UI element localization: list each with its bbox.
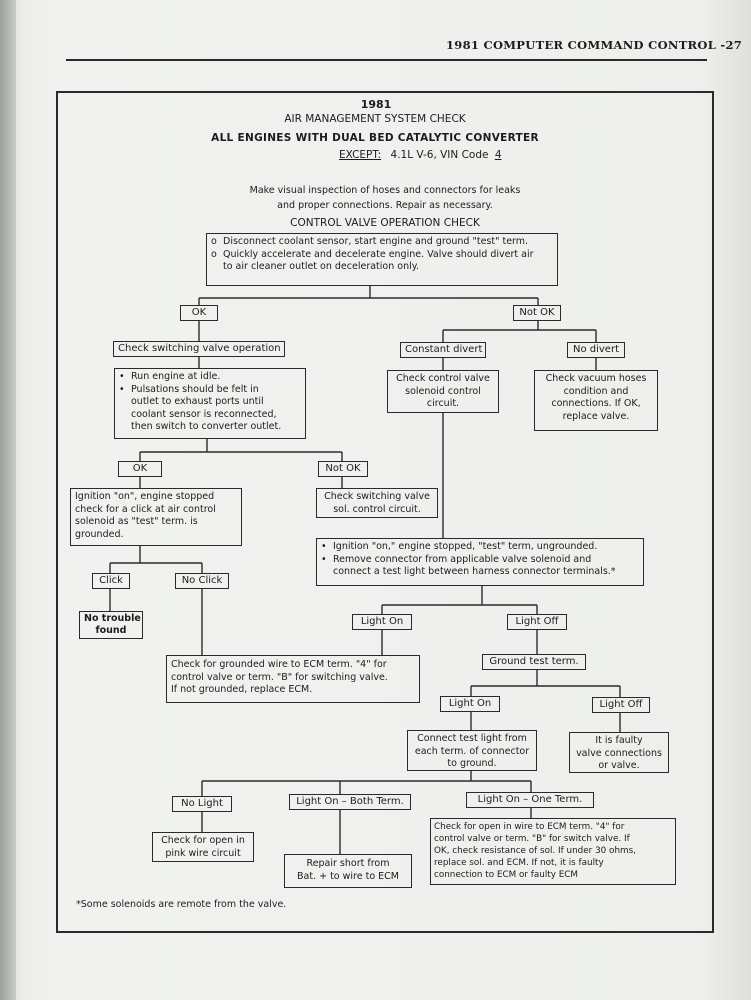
check-control-valve-box: Check control valve solenoid control circuit. — [387, 370, 499, 413]
except-text: 4.1L V-6, VIN Code — [390, 149, 489, 161]
except-label: EXCEPT: — [339, 149, 382, 161]
inspect-line-2: and proper connections. Repair as necessary. — [277, 200, 493, 211]
page-header-title: 1981 COMPUTER COMMAND CONTROL -27 — [446, 38, 743, 52]
test-light-line-3: connect a test light between harness connector terminals.* — [333, 566, 616, 577]
test-light-procedure-box — [316, 538, 644, 586]
coolant-sensor-box — [206, 233, 558, 286]
ok-label-2: OK — [118, 461, 162, 477]
no-trouble-found-box: No trouble found — [79, 611, 143, 639]
run-engine-line-1: • Run engine at idle. — [119, 371, 221, 382]
ignition-click-check-box: Ignition "on", engine stopped check for a click at air control solenoid as "test" term. is grounded. — [70, 488, 242, 546]
light-on-both-term-label: Light On – Both Term. — [289, 794, 411, 810]
except-line — [339, 149, 502, 162]
test-light-line-1: • Ignition "on," engine stopped, "test" term, ungrounded. — [321, 541, 598, 552]
run-engine-line-4: coolant sensor is reconnected, — [131, 408, 277, 420]
inspect-line-1: Make visual inspection of hoses and connectors for leaks — [249, 185, 521, 196]
no-light-label: No Light — [172, 796, 232, 812]
light-off-label-2: Light Off — [592, 697, 650, 713]
check-vacuum-hoses-box: Check vacuum hoses condition and connections. If OK, replace valve. — [534, 370, 658, 431]
check-open-ecm-wire-box: Check for open in wire to ECM term. "4" for control valve or term. "B" for switch valve. If OK, check resistance of sol. If under 30 ohms, replace sol. and ECM. If not, it is faulty connection to ECM or faulty ECM — [430, 818, 676, 885]
light-on-one-term-label: Light On – One Term. — [466, 792, 594, 808]
light-on-label-1: Light On — [352, 614, 412, 630]
faulty-valve-box: It is faulty valve connections or valve. — [569, 732, 669, 773]
no-click-label: No Click — [175, 573, 229, 589]
run-engine-line-5: then switch to converter outlet. — [131, 421, 282, 432]
section-title: CONTROL VALVE OPERATION CHECK — [290, 217, 480, 229]
connect-test-light-box: Connect test light from each term. of connector to ground. — [407, 730, 537, 771]
ground-test-term-label: Ground test term. — [482, 654, 586, 670]
click-label: Click — [92, 573, 130, 589]
check-switching-valve-label: Check switching valve operation — [113, 341, 285, 357]
check-grounded-wire-box: Check for grounded wire to ECM term. "4" for control valve or term. "B" for switching valve. If not grounded, replace ECM. — [166, 655, 420, 703]
not-ok-label-2: Not OK — [318, 461, 368, 477]
light-on-label-2: Light On — [440, 696, 500, 712]
first-box-line-2: o Quickly accelerate and decelerate engine. Valve should divert air — [211, 248, 534, 260]
run-engine-line-2: • Pulsations should be felt in — [119, 383, 259, 395]
check-pink-wire-box: Check for open in pink wire circuit — [152, 832, 254, 862]
light-off-label-1: Light Off — [507, 614, 567, 630]
chart-title: AIR MANAGEMENT SYSTEM CHECK — [284, 113, 466, 125]
run-engine-box — [114, 368, 306, 439]
repair-short-box: Repair short from Bat. + to wire to ECM — [284, 854, 412, 888]
ok-label-1: OK — [180, 305, 218, 321]
no-divert-label: No divert — [567, 342, 625, 358]
except-code: 4 — [494, 149, 502, 161]
first-box-line-1: o Disconnect coolant sensor, start engine and ground "test" term. — [211, 236, 529, 247]
not-ok-label-1: Not OK — [513, 305, 561, 321]
run-engine-line-3: outlet to exhaust ports until — [131, 396, 264, 407]
first-box-line-3: to air cleaner outlet on deceleration only. — [223, 261, 420, 272]
constant-divert-label: Constant divert — [400, 342, 486, 358]
footnote: *Some solenoids are remote from the valve. — [76, 899, 287, 910]
chart-year: 1981 — [360, 98, 392, 111]
chart-subtitle: ALL ENGINES WITH DUAL BED CATALYTIC CONVERTER — [211, 132, 539, 144]
check-switching-circuit-box: Check switching valve sol. control circuit. — [316, 488, 438, 518]
test-light-line-2: • Remove connector from applicable valve solenoid and — [321, 553, 592, 565]
